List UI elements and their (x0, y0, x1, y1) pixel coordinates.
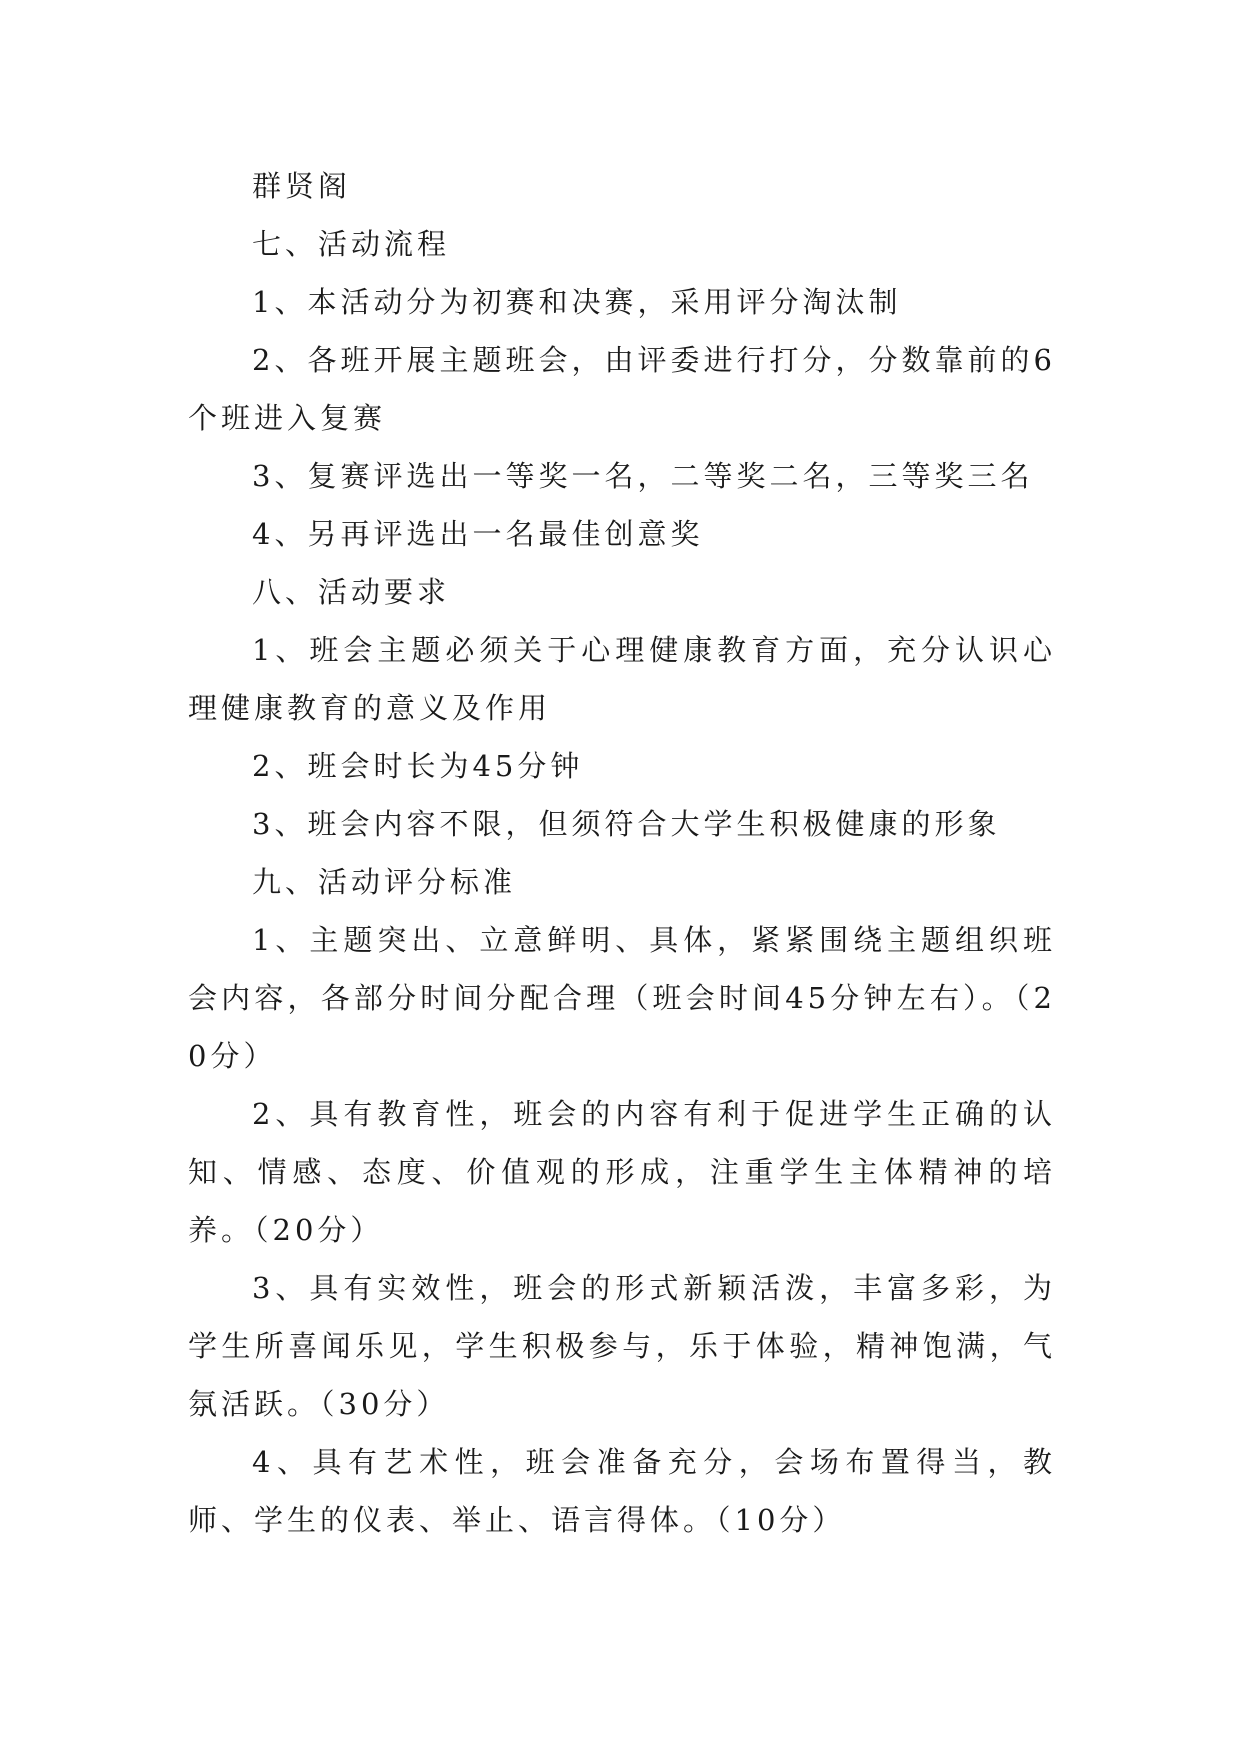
heading-activity-process: 七、活动流程 (252, 227, 451, 261)
paragraph-process-4: 4、另再评选出一名最佳创意奖 (252, 517, 704, 551)
paragraph-requirement-1: 1、班会主题必须关于心理健康教育方面，充分认识心理健康教育的意义及作用 (188, 633, 1056, 725)
document-body (188, 157, 1056, 1549)
paragraph-criterion-4: 4、具有艺术性，班会准备充分，会场布置得当，教师、学生的仪表、举止、语言得体。（10分） (188, 1445, 1056, 1537)
paragraph-requirement-2: 2、班会时长为45分钟 (252, 749, 584, 783)
paragraph-venue: 群贤阁 (252, 169, 352, 203)
paragraph-process-2: 2、各班开展主题班会，由评委进行打分，分数靠前的6个班进入复赛 (188, 343, 1056, 435)
paragraph-process-1: 1、本活动分为初赛和决赛，采用评分淘汰制 (252, 285, 902, 319)
paragraph-criterion-1: 1、主题突出、立意鲜明、具体，紧紧围绕主题组织班会内容，各部分时间分配合理（班会时间45分钟左右）。（20分） (188, 923, 1056, 1073)
paragraph-requirement-3: 3、班会内容不限，但须符合大学生积极健康的形象 (252, 807, 1001, 841)
heading-scoring-criteria: 九、活动评分标准 (252, 865, 517, 899)
paragraph-process-3: 3、复赛评选出一等奖一名，二等奖二名，三等奖三名 (252, 459, 1034, 493)
paragraph-criterion-3: 3、具有实效性，班会的形式新颖活泼，丰富多彩，为学生所喜闻乐见，学生积极参与，乐于体验，精神饱满，气氛活跃。（30分） (188, 1271, 1056, 1421)
heading-activity-requirements: 八、活动要求 (252, 575, 451, 609)
paragraph-criterion-2: 2、具有教育性，班会的内容有利于促进学生正确的认知、情感、态度、价值观的形成，注重学生主体精神的培养。（20分） (188, 1097, 1056, 1247)
